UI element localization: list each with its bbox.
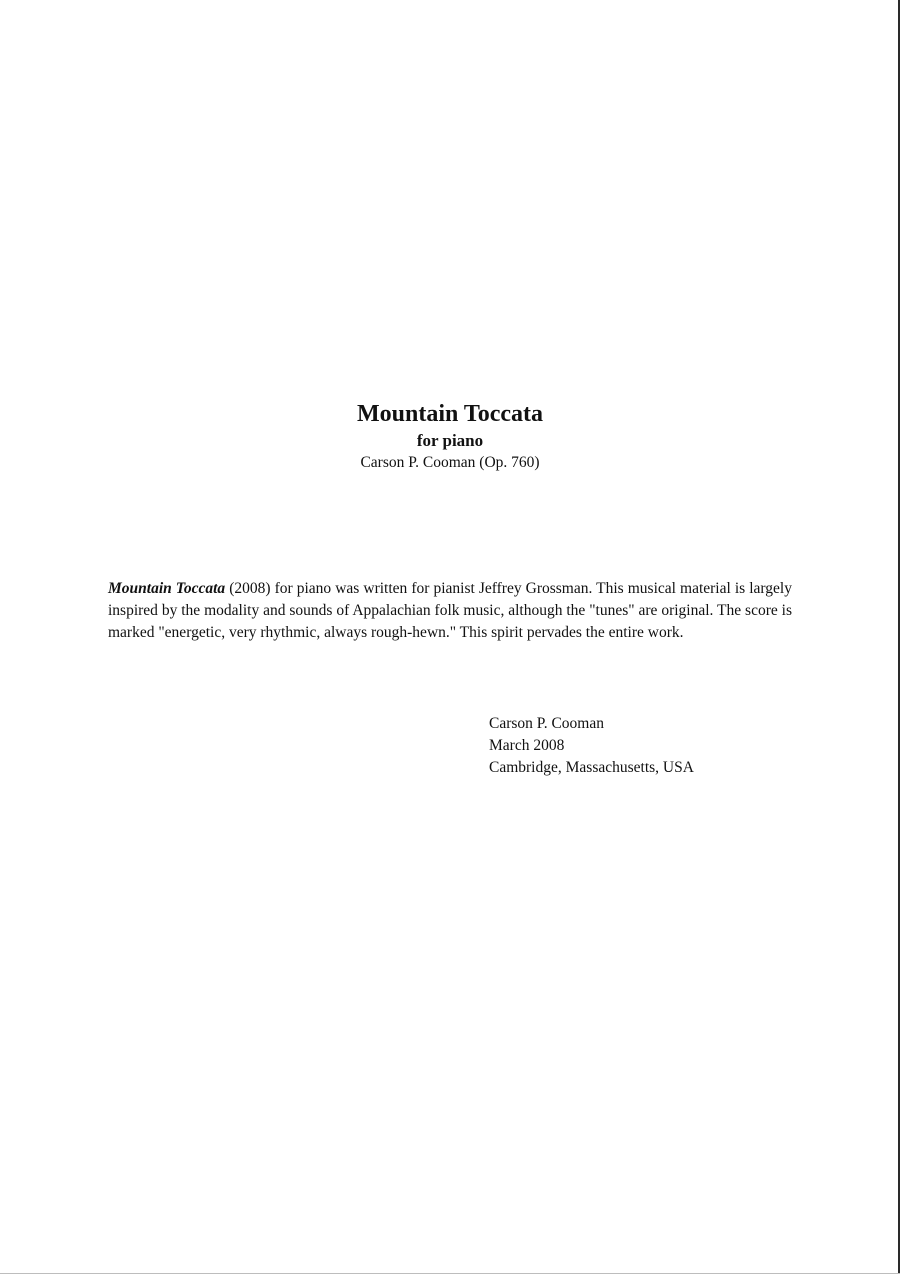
piece-subtitle: for piano (416, 431, 484, 450)
program-note-work-title: Mountain Toccata (108, 579, 226, 597)
program-note-text: (2008) for piano was written for pianist Jeffrey Grossman. This musical material is largely inspired by the modality and sounds of Appalachian folk music, although the "tunes" are original. The score is marked "energetic, very rhythmic, always rough-hewn." This spirit pervades the entire work. (108, 579, 792, 641)
signature-date: March 2008 (489, 737, 565, 754)
signature-name: Carson P. Cooman (489, 715, 604, 732)
program-note (108, 578, 792, 644)
signature-place: Cambridge, Massachusetts, USA (489, 759, 694, 776)
signature-block (489, 713, 694, 779)
piece-title: Mountain Toccata (356, 401, 544, 427)
composer-line: Carson P. Cooman (Op. 760) (360, 454, 540, 471)
title-block (0, 398, 900, 474)
